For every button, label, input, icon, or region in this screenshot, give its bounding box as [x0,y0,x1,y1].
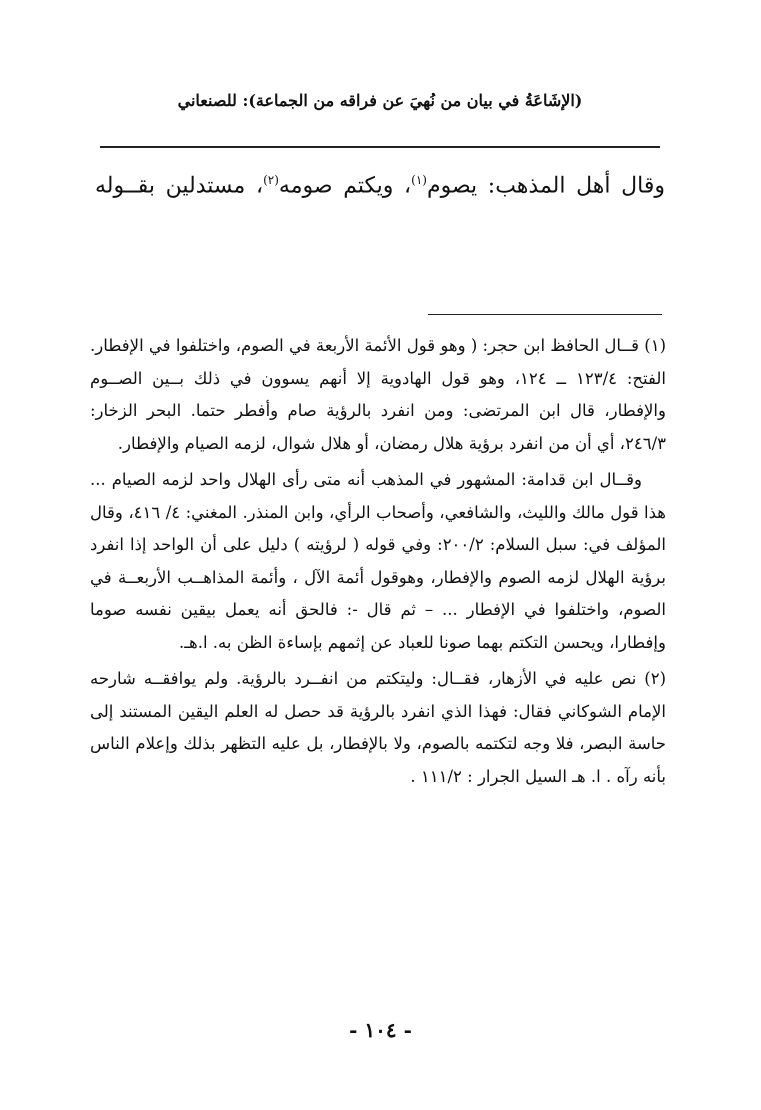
footnote-ref-2: (٢) [263,173,279,187]
page-number: - ١٠٤ - [349,1018,412,1042]
main-text-part-3: ، مستدلين بقــوله [95,173,264,199]
main-text-part-1: وقال أهل المذهب: يصوم [426,173,665,199]
footnote-1-paragraph-1: (١) قــال الحافظ ابن حجر: ( وهو قول الأئمة الأربعة في الصوم، واختلفوا في الإفطار. الفتح: ١٢٣/٤ ــ ١٢٤، وهو قول الهادوية إلا أنهم يسوون في ذلك بــين الصــوم والإفطار، قال ابن المرتضى: ومن انفرد بالرؤية صام وأفطر حتما. البحر الزخار: ٢٤٦/٣، أي أن من انفرد برؤية هلال رمضان، أو هلال شوال، لزمه الصيام والإفطار. [90,336,666,453]
footnote-divider [428,314,662,315]
header-divider [100,146,660,148]
footnote-ref-1: (١) [411,173,427,187]
footnote-2: (٢) نص عليه في الأزهار، فقــال: وليتكتم من انفــرد بالرؤية. ولم يوافقــه شارحه الإمام الشوكاني فقال: فهذا الذي انفرد بالرؤية قد حصل له العلم اليقين المستند إلى حاسة البصر، فلا وجه لتكتمه بالصوم، ولا بالإفطار، بل عليه التظهر بذلك وإعلام الناس بأنه رآه . ا. هـ السيل الجرار : ١١١/٢ . [90,669,666,786]
running-header: (الإشَاعَةُ في بيان من نُهيَ عن فراقه من الجماعة): للصنعاني [177,91,583,110]
main-text [95,160,665,206]
footnote-1-paragraph-2: وقــال ابن قدامة: المشهور في المذهب أنه متى رأى الهلال واحد لزمه الصيام ... هذا قول مالك والليث، والشافعي، وأصحاب الرأي، وابن المنذر. المغني: ٤/ ٤١٦، وقال المؤلف في: سبل السلام: ٢٠٠/٢: وفي قوله ( لرؤيته ) دليل على أن الواحد إذا انفرد برؤية الهلال لزمه الصوم والإفطار، وهوقول أئمة الآل ، وأئمة المذاهــب الأربعــة في الصوم، واختلفوا في الإفطار ... – ثم قال -: فالحق أنه يعمل بيقين نفسه صوما وإفطارا، ويحسن التكتم بهما صونا للعباد عن إثمهم بإساءة الظن به. ا.هـ. [90,470,666,652]
main-text-part-2: ، ويكتم صومه [278,173,412,199]
footnotes [90,330,666,797]
